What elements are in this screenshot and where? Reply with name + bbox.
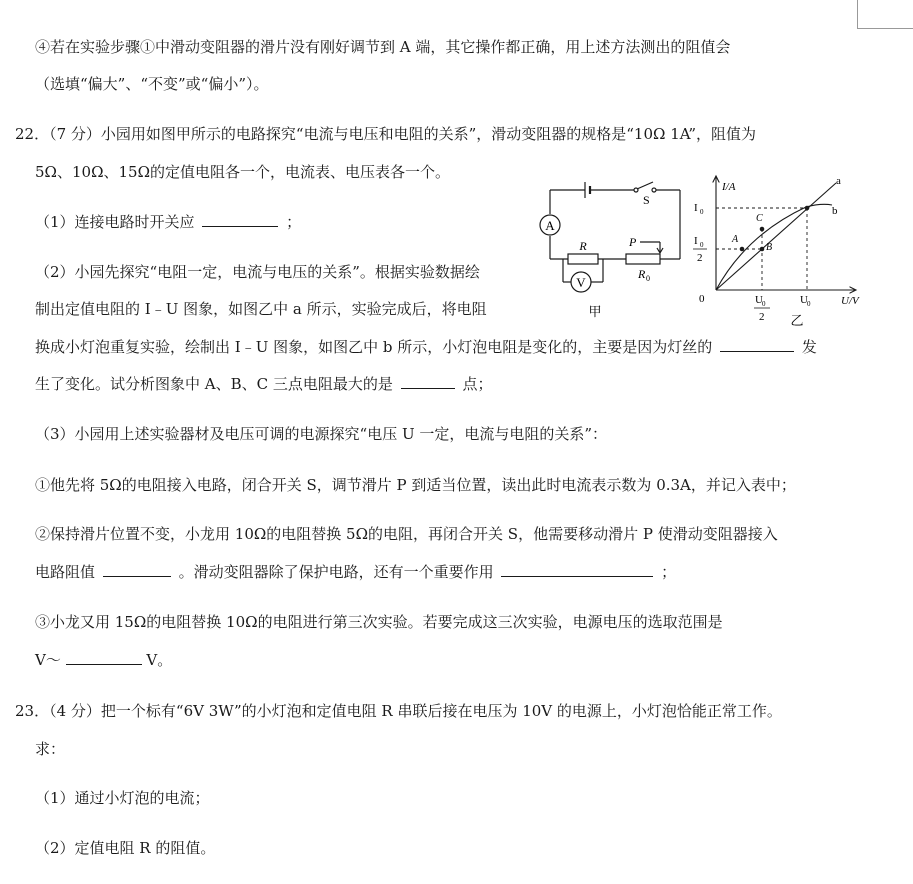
answer-blank-voltage[interactable]: [66, 650, 142, 665]
voltage-range-start: V～: [35, 651, 61, 669]
text-line-step4: ④若在实验步骤①中滑动变阻器的滑片没有刚好调节到 A 端，其它操作都正确，用上述方法测出的阻值会: [35, 38, 731, 56]
switch-blade: [637, 182, 653, 189]
point-b-dot: [760, 247, 765, 252]
part-2-line-4: [35, 374, 492, 394]
rheostat-body: [626, 254, 660, 264]
part-3-step-3-cont: [35, 650, 172, 670]
half-i0-denominator: 2: [697, 252, 703, 264]
part-3-step-2-mid: 。滑动变阻器除了保护电路，还有一个重要作用: [178, 563, 494, 581]
voltage-range-end: V。: [146, 651, 173, 669]
resistor-label: R: [579, 239, 587, 253]
part-2-line-1: （2）小园先探究“电阻一定，电流与电压的关系”。根据实验数据绘: [35, 263, 480, 281]
slider-label: P: [629, 235, 637, 249]
half-u0-denominator: 2: [759, 311, 765, 323]
point-c-label: C: [756, 213, 763, 224]
half-i0-numerator: I: [694, 235, 698, 247]
part-3-step-2-text: 电路阻值: [35, 563, 96, 581]
line-a-label: a: [836, 175, 841, 187]
iu-graph: [686, 170, 866, 330]
half-u0-subscript: 0: [762, 300, 766, 308]
part-2-line-3: [35, 337, 817, 357]
i0-subscript: 0: [700, 208, 704, 216]
answer-blank-rheostat-role[interactable]: [501, 562, 653, 577]
question-23-part-1: （1）通过小灯泡的电流；: [35, 789, 210, 807]
intersection-point: [805, 206, 810, 211]
part-2-line-4-text: 生了变化。试分析图象中 A、B、C 三点电阻最大的是: [35, 375, 393, 393]
text-line-choice: （选填“偏大”、“不变”或“偏小”）。: [35, 75, 269, 93]
question-23-ask: 求：: [35, 740, 66, 758]
point-b-label: B: [766, 242, 773, 253]
part-3-step-1: ①他先将 5Ω的电阻接入电路，闭合开关 S，调节滑片 P 到适当位置，读出此时电流表示数为 0.3A，并记入表中；: [35, 476, 796, 494]
half-i0-subscript: 0: [700, 241, 704, 249]
page-corner-mark: [857, 0, 913, 29]
part-3-step-2-cont: [35, 562, 676, 582]
part-2-line-2: 制出定值电阻的 I﹣U 图象，如图乙中 a 所示，实验完成后，将电阻: [35, 300, 487, 318]
answer-blank-rheostat-value[interactable]: [103, 562, 171, 577]
part-3-step-3: ③小龙又用 15Ω的电阻替换 10Ω的电阻进行第三次实验。若要完成这三次实验，电源电压的选取范围是: [35, 613, 723, 631]
question-23-stem: 23．（4 分）把一个标有“6V 3W”的小灯泡和定值电阻 R 串联后接在电压为 10V 的电源上，小灯泡恰能正常工作。: [15, 702, 782, 720]
curve-b-label: b: [832, 205, 838, 217]
u0-subscript: 0: [807, 300, 811, 308]
curve-b: [716, 204, 832, 290]
part-2-line-3-text: 换成小灯泡重复实验，绘制出 I﹣U 图象，如图乙中 b 所示，小灯泡电阻是变化的，主要是因为灯丝的: [35, 338, 713, 356]
point-c-dot: [760, 227, 765, 232]
fixed-resistor: [568, 254, 598, 264]
answer-blank-filament[interactable]: [720, 337, 794, 352]
u0-label: U: [800, 294, 808, 306]
part-1-end: ；: [286, 213, 302, 231]
ammeter-label: A: [545, 218, 555, 233]
switch-contact: [652, 188, 656, 192]
circuit-caption: 甲: [588, 304, 602, 319]
part-1: [35, 212, 301, 232]
point-a-label: A: [732, 234, 739, 245]
question-22-stem-cont: 5Ω、10Ω、15Ω的定值电阻各一个，电流表、电压表各一个。: [35, 163, 451, 181]
part-1-text: （1）连接电路时开关应: [35, 213, 195, 231]
rheostat-label: R: [638, 267, 646, 281]
part-3-intro: （3）小园用上述实验器材及电压可调的电源探究“电压 U 一定，电流与电阻的关系”：: [35, 425, 608, 443]
circuit-diagram: [530, 176, 690, 321]
half-u0-numerator: U: [755, 294, 763, 306]
point-a-dot: [740, 247, 745, 252]
i0-label: I: [694, 202, 698, 214]
part-3-step-2-end: ；: [661, 563, 677, 581]
graph-caption: 乙: [790, 313, 804, 328]
part-3-step-2: ②保持滑片位置不变，小龙用 10Ω的电阻替换 5Ω的电阻，再闭合开关 S，他需要移动滑片 P 使滑动变阻器接入: [35, 525, 778, 543]
question-23-part-2: （2）定值电阻 R 的阻值。: [35, 839, 216, 857]
answer-blank-switch[interactable]: [202, 212, 278, 227]
answer-blank-max-resistance[interactable]: [401, 374, 455, 389]
switch-label: S: [643, 193, 650, 207]
x-axis-label: U/V: [841, 295, 859, 307]
part-2-line-3-end: 发: [801, 338, 817, 356]
part-2-line-4-end: 点；: [462, 375, 493, 393]
origin-label: 0: [699, 293, 705, 305]
voltmeter-label: V: [576, 275, 586, 290]
rheostat-subscript: 0: [646, 274, 650, 283]
question-22-stem: 22．（7 分）小园用如图甲所示的电路探究“电流与电压和电阻的关系”，滑动变阻器的规格是“10Ω 1A”，阻值为: [15, 125, 757, 143]
y-axis-label: I/A: [722, 181, 736, 193]
